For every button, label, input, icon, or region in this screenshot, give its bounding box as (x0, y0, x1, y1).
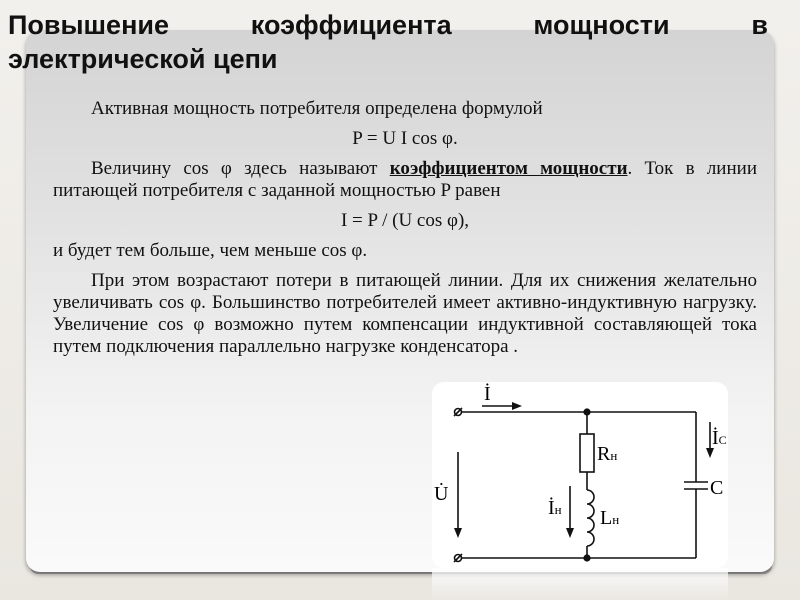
cap-current-label (712, 426, 727, 449)
node-bottom (583, 554, 590, 561)
voltage-arrow-head (454, 528, 462, 538)
voltage-label: U̇ (434, 483, 449, 505)
inductor-symbol (587, 490, 594, 546)
paragraph-3: и будет тем больше, чем меньше cos φ. (53, 240, 368, 261)
slide-title-line2: электрической цепи (8, 44, 278, 74)
inductor-label (600, 507, 619, 529)
load-current-label-main: İ (548, 497, 555, 519)
paragraph-2 (53, 158, 757, 202)
formula-current: I = P / (U cos φ), (340, 210, 470, 231)
main-current-arrow-head (512, 402, 522, 410)
power-factor-term: коэффициентом мощности (389, 158, 628, 179)
slide-title-line1: Повышение коэффициента мощности в (8, 10, 768, 40)
formula-power: P = U I cos φ. (352, 128, 458, 149)
cap-current-label-main: İ (712, 427, 719, 449)
slide-body (53, 98, 757, 366)
load-current-arrow-head (566, 528, 574, 538)
node-top (583, 408, 590, 415)
circuit-diagram (432, 382, 728, 568)
resistor-label (597, 443, 617, 465)
paragraph-4: При этом возрастают потери в питающей линии. Для их снижения желательно увеличивать cos φ. Большинство потребителей имеет активно-индуктивную нагрузку. Увеличение cos φ возможно путем компенсации индуктивной составляющей тока путем подключения параллельно нагрузке конденсатора . (53, 270, 757, 357)
paragraph-2-start: Величину cos φ здесь называют (91, 158, 390, 179)
slide-title (8, 8, 768, 76)
circuit-diagram-card (432, 382, 728, 568)
capacitor-label: C (710, 477, 724, 499)
load-current-label (548, 496, 562, 519)
main-current-label: İ (484, 383, 491, 405)
resistor-label-main: R (597, 443, 611, 465)
paragraph-1: Активная мощность потребителя определена формулой (91, 98, 543, 119)
paragraph-2-end: . Ток в линии питающей потребителя с заданной мощностью P равен (53, 158, 757, 201)
inductor-label-sub: н (612, 512, 620, 527)
circuit-reflection (432, 568, 728, 600)
resistor-symbol (580, 434, 594, 472)
load-current-label-sub: н (554, 502, 562, 517)
cap-current-arrow-head (706, 448, 714, 458)
resistor-label-sub: н (610, 448, 618, 463)
inductor-label-main: L (600, 507, 613, 529)
cap-current-label-sub: C (718, 433, 727, 447)
